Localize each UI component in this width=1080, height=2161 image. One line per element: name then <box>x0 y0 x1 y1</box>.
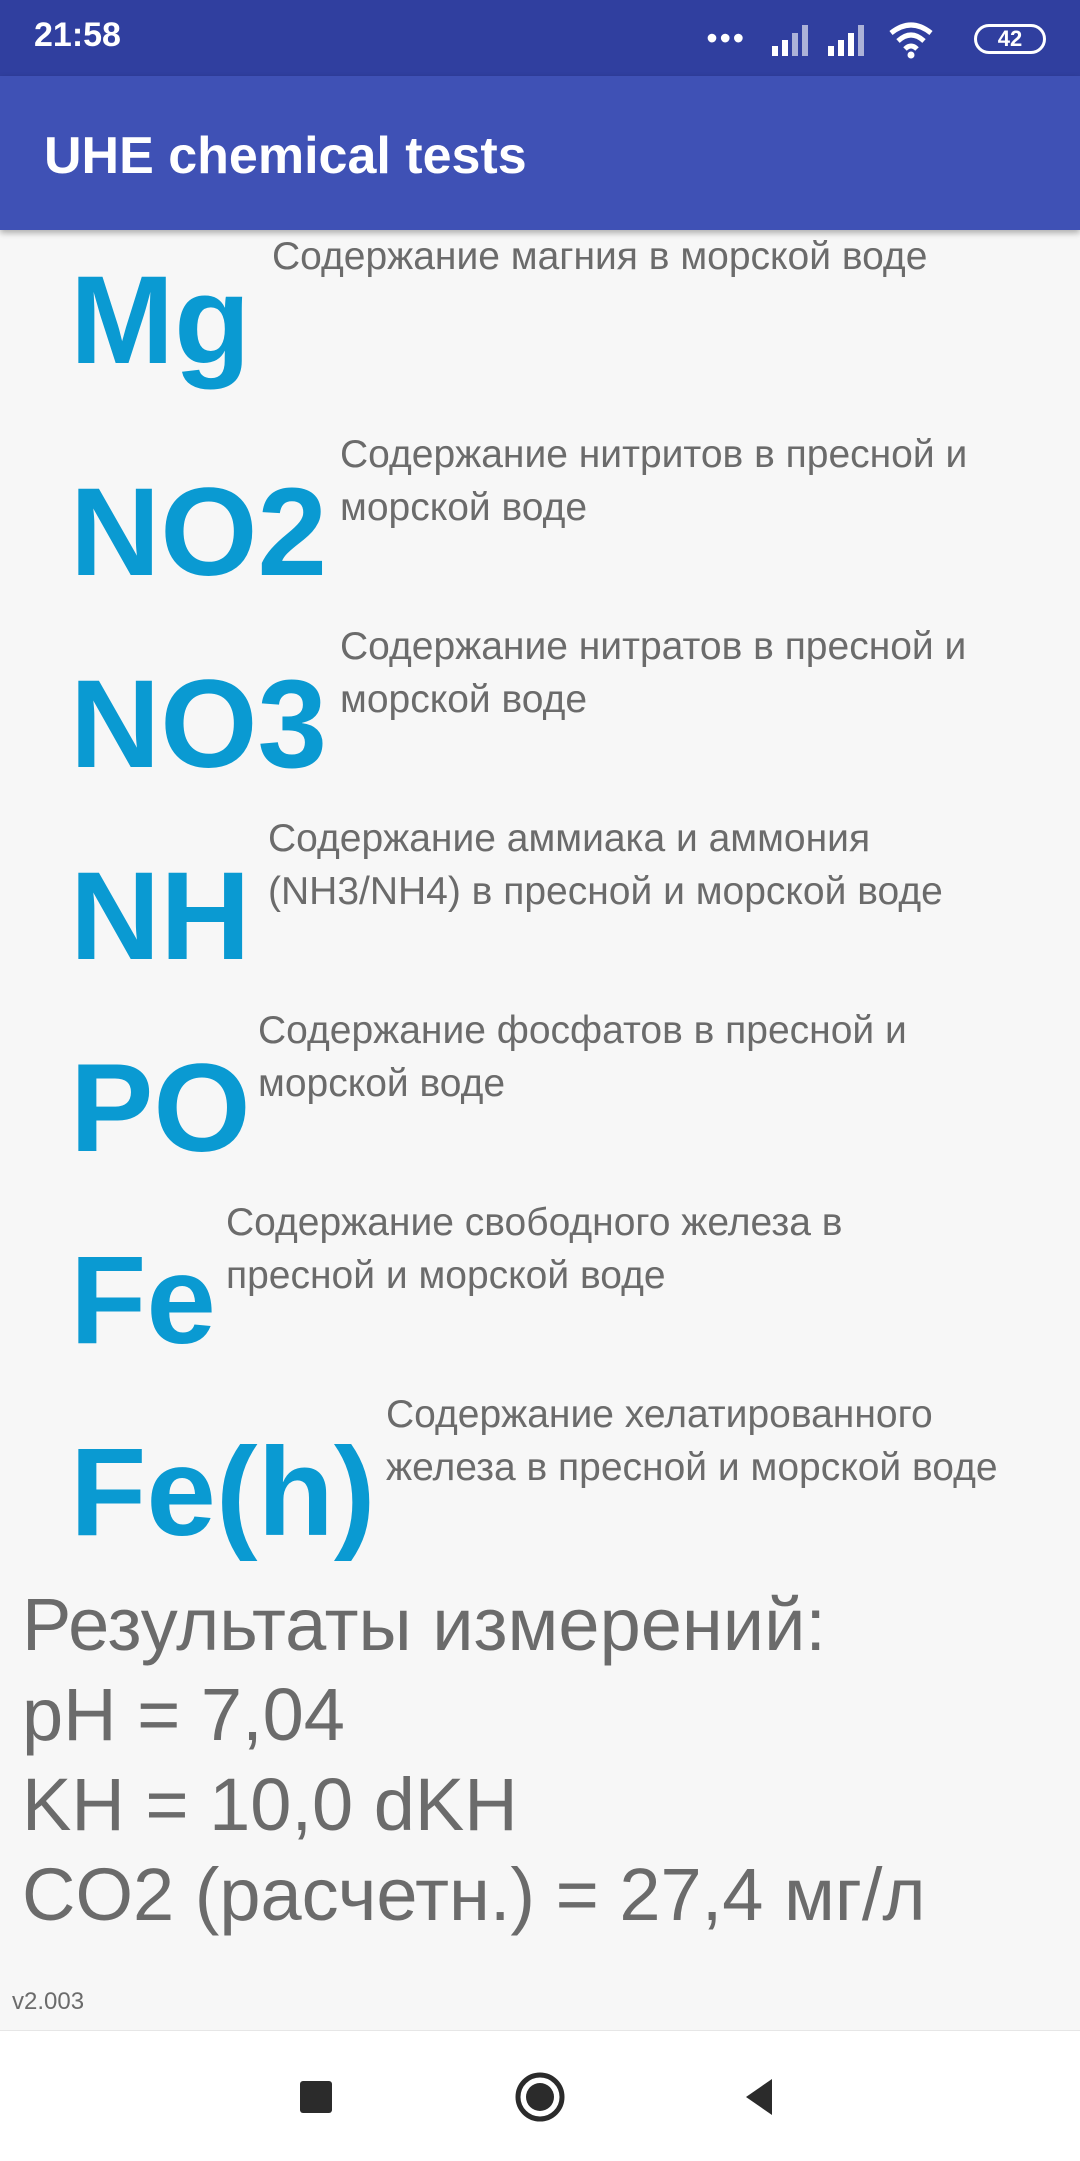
ph-result: pH = 7,04 <box>22 1673 345 1756</box>
test-symbol: NO3 <box>70 655 328 794</box>
co2-result: CO2 (расчетн.) = 27,4 мг/л <box>22 1853 926 1936</box>
wifi-icon <box>888 20 934 60</box>
test-description: Содержание магния в морской воде <box>272 235 928 278</box>
kh-result: KH = 10,0 dKH <box>22 1763 518 1846</box>
test-symbol: Mg <box>70 251 251 390</box>
recents-square-icon[interactable] <box>284 2065 348 2129</box>
test-item-nh[interactable] <box>0 804 1080 986</box>
status-bar <box>0 0 1080 76</box>
test-item-fe[interactable] <box>0 1188 1080 1370</box>
test-item-no3[interactable] <box>0 612 1080 794</box>
test-symbol: NH <box>70 847 251 986</box>
test-description: Содержание аммиака и аммония (NH3/NH4) в пресной и морской воде <box>268 817 943 913</box>
test-description: Содержание фосфатов в пресной и морской воде <box>258 1009 907 1105</box>
test-description: Содержание свободного железа в пресной и морской воде <box>226 1201 843 1297</box>
battery-icon: 42 <box>974 24 1046 54</box>
results-heading: Результаты измерений: <box>22 1583 826 1666</box>
notification-dots-icon: ••• <box>706 20 746 56</box>
app-title: UHE chemical tests <box>44 127 527 185</box>
test-symbol: Fe <box>70 1231 216 1370</box>
status-time: 21:58 <box>34 16 121 54</box>
back-triangle-icon[interactable] <box>728 2065 792 2129</box>
test-description: Содержание нитритов в пресной и морской воде <box>340 433 968 529</box>
version-label: v2.003 <box>12 1988 85 2015</box>
test-item-fe-h[interactable] <box>0 1380 1080 1560</box>
signal-icon <box>826 22 870 56</box>
measurement-results <box>22 1580 926 1940</box>
test-item-mg[interactable] <box>0 230 1080 400</box>
home-circle-icon[interactable] <box>508 2065 572 2129</box>
test-item-po[interactable] <box>0 996 1080 1178</box>
test-symbol: NO2 <box>70 463 328 602</box>
test-symbol: Fe(h) <box>70 1423 376 1562</box>
navigation-bar <box>0 2030 1080 2161</box>
test-description: Содержание нитратов в пресной и морской воде <box>340 625 967 721</box>
signal-icon <box>770 22 814 56</box>
test-symbol: PO <box>70 1039 251 1178</box>
test-item-no2[interactable] <box>0 420 1080 602</box>
app-bar <box>0 76 1080 230</box>
test-description: Содержание хелатированного железа в пресной и морской воде <box>386 1393 998 1489</box>
status-icons <box>626 20 1046 60</box>
